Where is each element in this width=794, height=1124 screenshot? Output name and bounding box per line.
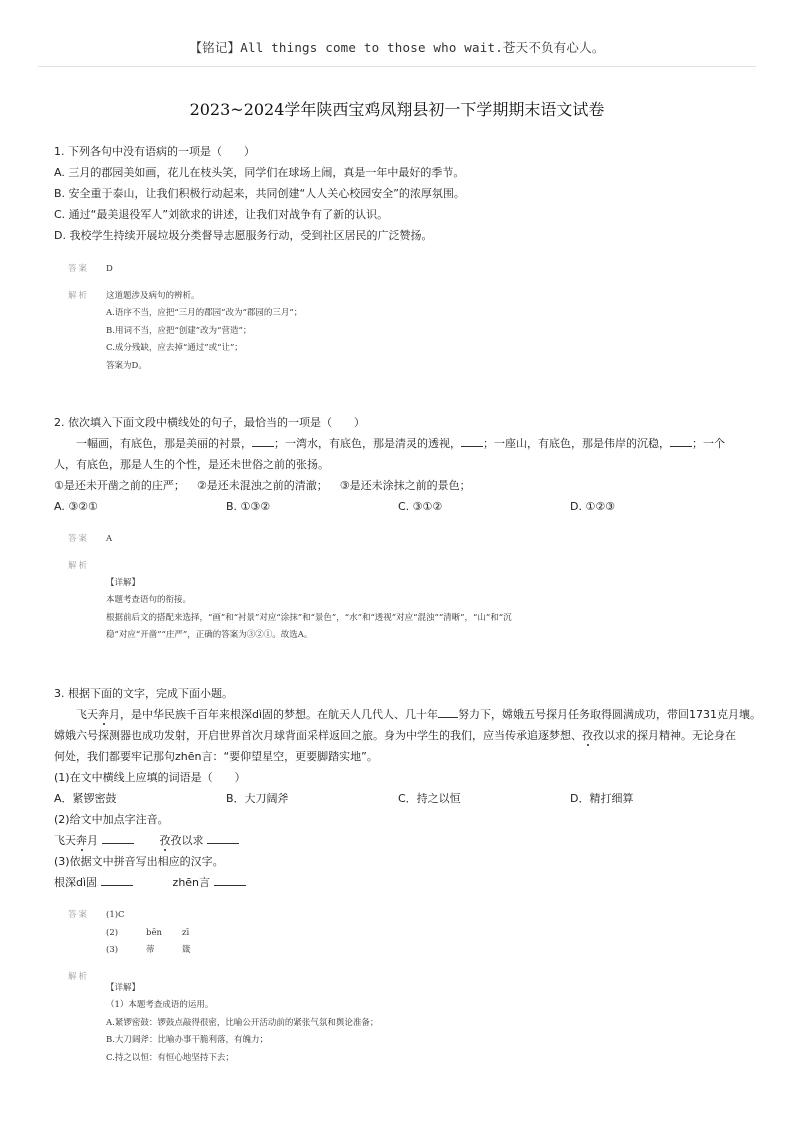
option-a: A．紧锣密鼓: [54, 792, 117, 805]
fill-blank: [461, 434, 483, 447]
analysis-line: A.语序不当，应把“三月的郡园”改为“郡园的三月”；: [106, 308, 303, 318]
passage-line: 飞天奔月，是中华民族千百年来根深dì固的梦想。在航天人几代人、几十年 努力下，嫦娥五号探月任务取得圆满成功，带回1731克月壤。: [54, 704, 744, 725]
analysis-label: 解析: [68, 971, 90, 982]
answer-value: A: [106, 534, 113, 544]
dotted-char: 孜: [582, 729, 593, 742]
analysis-line: 本题考查语句的衔接。: [106, 595, 192, 605]
fill-blank: [670, 434, 692, 447]
fill-blank: [214, 873, 246, 886]
analysis-label: 解析: [68, 290, 90, 301]
analysis-line: 【详解】: [106, 982, 141, 993]
option-a: A. 三月的郡园美如画，花儿在枝头笑，同学们在球场上闹，真是一年中最好的季节。: [54, 166, 465, 179]
fill-blank: [207, 831, 239, 844]
question-stem: 1. 下列各句中没有语病的一项是（ ）: [54, 145, 255, 158]
answer-value: D: [106, 264, 113, 274]
analysis-line: 【详解】: [106, 577, 141, 588]
answer-block-3: [68, 907, 728, 1067]
question-stem: 2. 依次填入下面文段中横线处的句子，最恰当的一项是（ ）: [54, 416, 365, 429]
option-d: D．精打细算: [570, 792, 634, 805]
sub-question-1: (1)在文中横线上应填的词语是（ ）: [54, 771, 246, 784]
answer-block-2: [68, 531, 728, 645]
fill-blank: [102, 831, 134, 844]
fill-blank: [252, 434, 274, 447]
analysis-label: 解析: [68, 560, 90, 571]
fill-blank: [101, 873, 133, 886]
question-1: [54, 141, 744, 246]
analysis-line: A.紧锣密鼓：锣鼓点敲得很密，比喻公开活动前的紧张气氛和舆论准备；: [106, 1017, 379, 1028]
passage-line: 人，有底色，那是人生的个性，是还未世俗之前的张扬。: [54, 458, 329, 471]
analysis-line: C.持之以恒：有恒心地坚持下去；: [106, 1052, 234, 1063]
question-3: [54, 683, 762, 893]
option-b: B. 安全重于泰山，让我们积极行动起来，共同创建“人人关心校园安全”的浓厚氛围。: [54, 187, 465, 200]
sub-question-2: (2)给文中加点字注音。: [54, 813, 169, 826]
analysis-line: 根据前后文的搭配来选择，“画”和“衬景”对应“涂抹”和“景色”，“水”和“透视”对应“混浊”“清晰”，“山”和“沉: [106, 612, 512, 623]
question-stem: 3. 根据下面的文字，完成下面小题。: [54, 687, 233, 700]
answer-value: (1)C: [106, 910, 125, 920]
option-d: D. ①②③: [570, 500, 616, 513]
options-row: [54, 788, 744, 809]
analysis-line: B.大刀阔斧：比喻办事干脆利落，有魄力；: [106, 1035, 268, 1045]
answer-value: (3) 蒂 箴: [106, 945, 191, 955]
passage-line: 嫦娥六号探测器也成功发射，开启世界首次月球背面采样返回之旅。身为中学生的我们，应当传承追逐梦想、孜孜以求的探月精神。无论身在: [54, 729, 736, 742]
header-divider: [38, 66, 756, 67]
option-a: A. ③②①: [54, 500, 98, 513]
answer-label: 答案: [68, 534, 90, 544]
hanzi-items: 根深dì固 zhēn言: [54, 872, 744, 893]
option-c: C. 通过“最美退役军人”刘欲求的讲述，让我们对战争有了新的认识。: [54, 208, 389, 221]
analysis-line: （1）本题考查成语的运用。: [106, 1000, 214, 1010]
fill-blank: [438, 705, 458, 718]
option-b: B．大刀阔斧: [226, 792, 289, 805]
answer-block-1: [68, 261, 728, 375]
dotted-char: 奔: [76, 834, 87, 847]
option-c: C．持之以恒: [398, 792, 461, 805]
answer-label: 答案: [68, 910, 90, 920]
passage-line: 一幅画，有底色，那是美丽的衬景， ；一湾水，有底色，那是清灵的透视， ；一座山，有底色，那是伟岸的沉稳， ；一个: [54, 433, 744, 454]
analysis-line: C.成分残缺，应去掉“通过”或“让”；: [106, 343, 243, 353]
sentence-choices: ①是还未开凿之前的庄严； ②是还未混浊之前的清澈； ③是还未涂抹之前的景色；: [54, 479, 471, 492]
dotted-char: 孜: [159, 834, 171, 847]
analysis-line: B.用词不当，应把“创建”改为“营造”；: [106, 325, 252, 336]
dotted-char: 奔: [98, 708, 109, 721]
question-2: [54, 412, 744, 517]
passage-line: 何处，我们都要牢记那句zhēn言：“要仰望星空，更要脚踏实地”。: [54, 750, 378, 763]
header-motto: 【铭记】All things come to those who wait.苍天不负有心人。: [189, 40, 605, 55]
options-row: [54, 496, 744, 517]
sub-question-3: (3)依据文中拼音写出相应的汉字。: [54, 855, 224, 868]
analysis-line: 稳”对应“开凿”“庄严”，正确的答案为③②①。故选A。: [106, 630, 313, 640]
option-d: D. 我校学生持续开展垃圾分类督导志愿服务行动，受到社区居民的广泛赞扬。: [54, 229, 433, 242]
analysis-line: 答案为D。: [106, 360, 147, 371]
pinyin-items: 飞天奔月 孜孜以求: [54, 830, 744, 851]
option-b: B. ①③②: [226, 500, 271, 513]
answer-label: 答案: [68, 264, 90, 274]
page-title: 2023~2024学年陕西宝鸡凤翔县初一下学期期末语文试卷: [189, 100, 605, 119]
answer-value: (2) bēn zī: [106, 927, 190, 938]
option-c: C. ③①②: [398, 500, 443, 513]
analysis-line: 这道题涉及病句的辨析。: [106, 290, 200, 301]
